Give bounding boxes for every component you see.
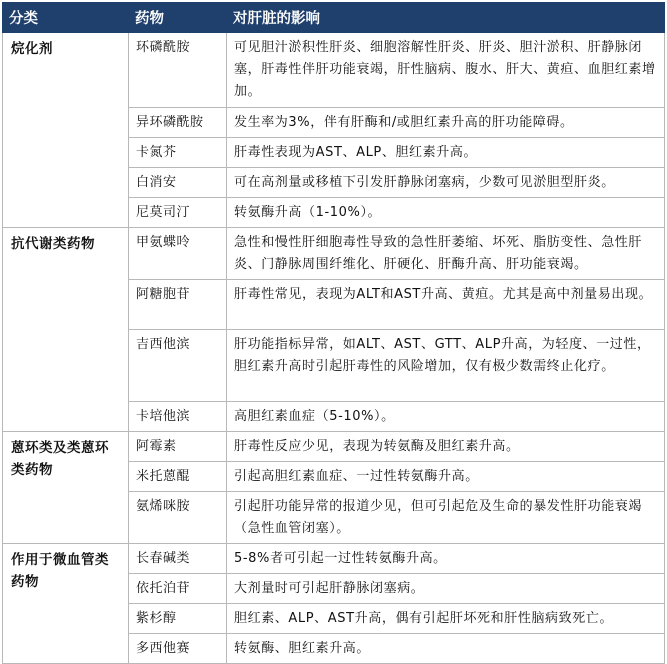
table-row (3, 33, 665, 108)
hepatotoxicity-table (2, 2, 665, 664)
drug-name: 紫杉醇 (129, 604, 227, 634)
header-category: 分类 (3, 3, 129, 33)
drug-effect: 肝毒性反应少见，表现为转氨酶及胆红素升高。 (227, 432, 665, 462)
drug-effect: 高胆红素血症（5-10%）。 (227, 402, 665, 432)
category-cell: 抗代谢类药物 (3, 228, 129, 432)
category-cell: 蒽环类及类蒽环类药物 (3, 432, 129, 544)
drug-name: 环磷酰胺 (129, 33, 227, 108)
drug-effect: 肝毒性常见，表现为ALT和AST升高、黄疸。尤其是高中剂量易出现。 (227, 280, 665, 330)
header-drug: 药物 (129, 3, 227, 33)
drug-effect: 5-8%者可引起一过性转氨酶升高。 (227, 544, 665, 574)
drug-name: 白消安 (129, 168, 227, 198)
drug-name: 多西他赛 (129, 634, 227, 664)
drug-effect: 发生率为3%，伴有肝酶和/或胆红素升高的肝功能障碍。 (227, 108, 665, 138)
drug-name: 卡氮芥 (129, 138, 227, 168)
drug-effect: 肝毒性表现为AST、ALP、胆红素升高。 (227, 138, 665, 168)
drug-effect: 胆红素、ALP、AST升高，偶有引起肝坏死和肝性脑病致死亡。 (227, 604, 665, 634)
header-row (3, 3, 665, 33)
drug-effect: 肝功能指标异常，如ALT、AST、GTT、ALP升高，为轻度、一过性，胆红素升高时引起肝毒性的风险增加，仅有极少数需终止化疗。 (227, 330, 665, 402)
header-effect: 对肝脏的影响 (227, 3, 665, 33)
drug-effect: 转氨酶、胆红素升高。 (227, 634, 665, 664)
category-cell: 烷化剂 (3, 33, 129, 228)
drug-name: 氨烯咪胺 (129, 492, 227, 544)
drug-effect: 引起高胆红素血症、一过性转氨酶升高。 (227, 462, 665, 492)
drug-effect: 大剂量时可引起肝静脉闭塞病。 (227, 574, 665, 604)
table-row (3, 544, 665, 574)
table-row (3, 432, 665, 462)
drug-name: 阿糖胞苷 (129, 280, 227, 330)
drug-name: 尼莫司汀 (129, 198, 227, 228)
drug-name: 异环磷酰胺 (129, 108, 227, 138)
drug-effect: 可见胆汁淤积性肝炎、细胞溶解性肝炎、肝炎、胆汁淤积、肝静脉闭塞，肝毒性伴肝功能衰竭，肝性脑病、腹水、肝大、黄疸、血胆红素增加。 (227, 33, 665, 108)
drug-effect: 引起肝功能异常的报道少见，但可引起危及生命的暴发性肝功能衰竭（急性血管闭塞）。 (227, 492, 665, 544)
drug-name: 卡培他滨 (129, 402, 227, 432)
drug-effect: 急性和慢性肝细胞毒性导致的急性肝萎缩、坏死、脂肪变性、急性肝炎、门静脉周围纤维化、肝硬化、肝酶升高、肝功能衰竭。 (227, 228, 665, 280)
table-row (3, 228, 665, 280)
category-cell: 作用于微血管类药物 (3, 544, 129, 664)
drug-effect: 转氨酶升高（1-10%）。 (227, 198, 665, 228)
drug-name: 阿霉素 (129, 432, 227, 462)
drug-name: 米托蒽醌 (129, 462, 227, 492)
drug-name: 依托泊苷 (129, 574, 227, 604)
drug-name: 长春碱类 (129, 544, 227, 574)
drug-name: 甲氨蝶呤 (129, 228, 227, 280)
drug-effect: 可在高剂量或移植下引发肝静脉闭塞病，少数可见淤胆型肝炎。 (227, 168, 665, 198)
drug-name: 吉西他滨 (129, 330, 227, 402)
